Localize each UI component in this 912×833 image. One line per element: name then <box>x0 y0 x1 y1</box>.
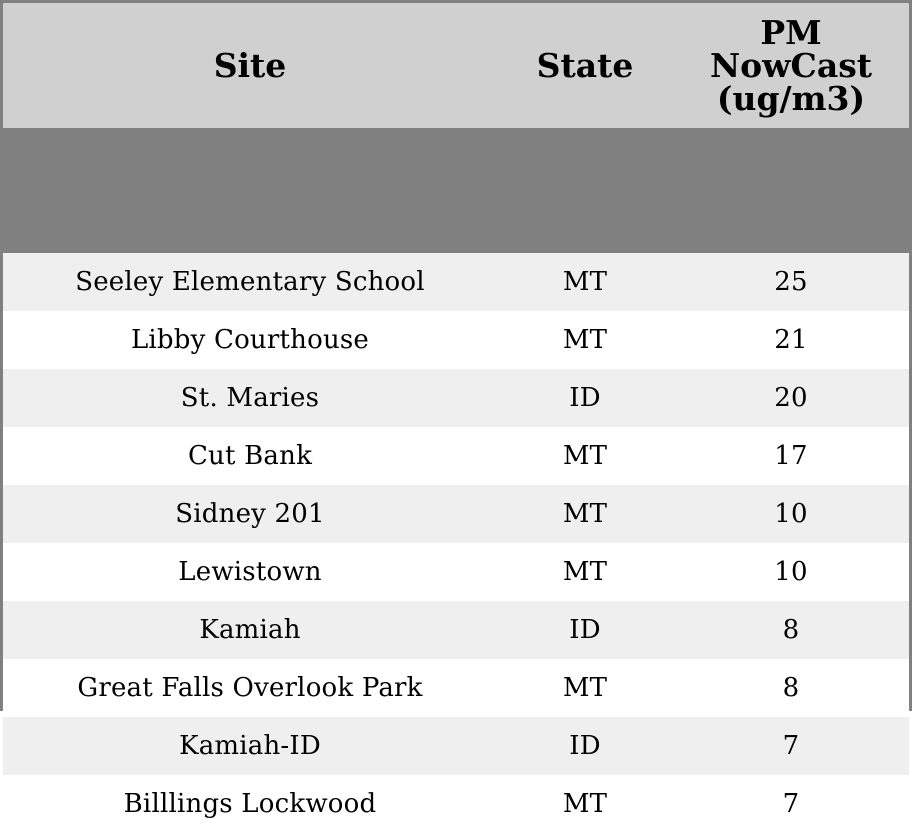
site-cell: Sidney 201 <box>175 499 325 529</box>
state-cell: MT <box>562 499 608 529</box>
pm-value-cell: 8 <box>782 615 800 645</box>
state-cell: MT <box>562 557 608 587</box>
column-header-site: Site <box>213 46 287 85</box>
header-row <box>3 3 909 128</box>
header-divider <box>3 128 909 253</box>
table-row <box>3 311 909 369</box>
table-row <box>3 543 909 601</box>
state-cell: MT <box>562 325 608 355</box>
pm-nowcast-table <box>3 3 909 833</box>
column-header-pm-nowcast <box>673 3 909 128</box>
column-header-state: State <box>536 46 634 85</box>
table-header <box>3 3 909 253</box>
table-row <box>3 427 909 485</box>
state-cell: MT <box>562 267 608 297</box>
state-cell: MT <box>562 441 608 471</box>
table-row <box>3 253 909 311</box>
state-cell: MT <box>562 673 608 703</box>
site-cell: Great Falls Overlook Park <box>77 673 423 703</box>
state-cell: ID <box>569 383 601 413</box>
table-row <box>3 485 909 543</box>
site-cell: Libby Courthouse <box>130 325 370 355</box>
pm-header-line: (ug/m3) <box>716 79 866 118</box>
pm-value-cell: 21 <box>774 325 808 355</box>
site-cell: Lewistown <box>178 557 322 587</box>
pm-value-cell: 7 <box>782 731 800 761</box>
pm-header-line: PM <box>760 13 822 52</box>
pm-value-cell: 17 <box>774 441 808 471</box>
pm-value-cell: 25 <box>774 267 808 297</box>
table-row <box>3 659 909 717</box>
site-cell: Cut Bank <box>187 441 313 471</box>
header-divider-line <box>3 128 909 253</box>
site-cell: Kamiah-ID <box>179 731 321 761</box>
pm-value-cell: 10 <box>774 499 808 529</box>
table-row <box>3 601 909 659</box>
pm-header-line: NowCast <box>709 46 873 85</box>
pm-value-cell: 10 <box>774 557 808 587</box>
pm-value-cell: 7 <box>782 789 800 819</box>
pm-value-cell: 20 <box>774 383 808 413</box>
state-cell: ID <box>569 731 601 761</box>
table-body <box>3 253 909 833</box>
table-row <box>3 369 909 427</box>
table-row <box>3 717 909 775</box>
site-cell: Seeley Elementary School <box>75 267 425 297</box>
site-cell: St. Maries <box>180 383 320 413</box>
table-row <box>3 775 909 833</box>
pm-value-cell: 8 <box>782 673 800 703</box>
site-cell: Kamiah <box>199 615 301 645</box>
state-cell: MT <box>562 789 608 819</box>
site-cell: Billlings Lockwood <box>123 789 377 819</box>
state-cell: ID <box>569 615 601 645</box>
